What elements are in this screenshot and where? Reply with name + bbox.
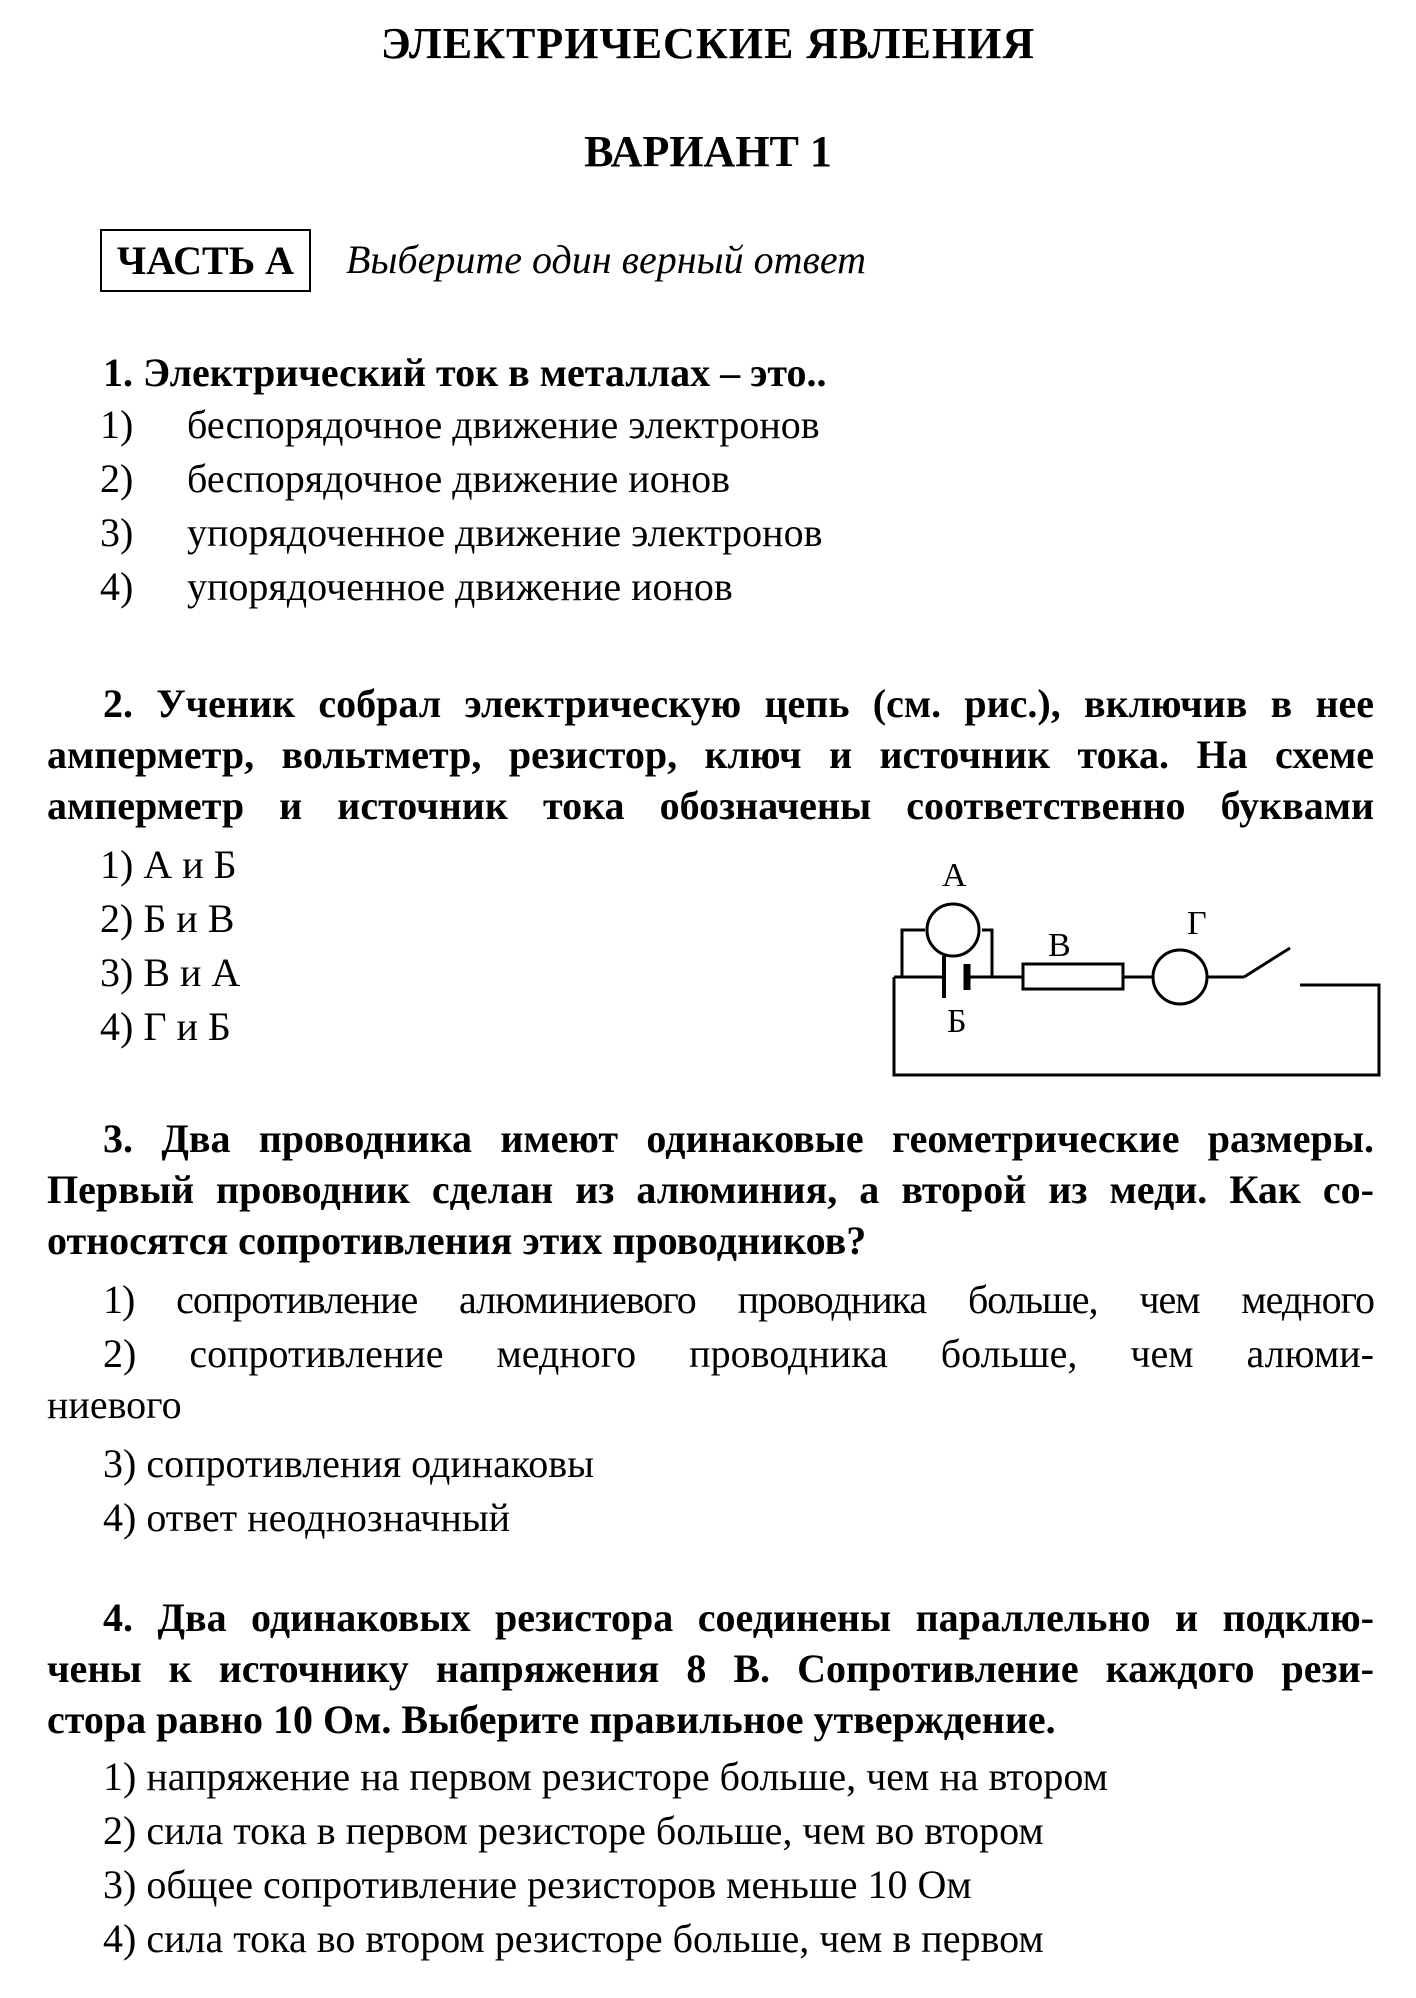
circuit-label-resistor: В <box>1048 927 1071 964</box>
circuit-diagram <box>860 860 1385 1085</box>
question-2-line-2: амперметр, вольтметр, резистор, ключ и источник тока. На схеме <box>47 732 1374 777</box>
q1-option-3 <box>100 506 822 560</box>
option-text: беспорядочное движение ионов <box>187 456 730 501</box>
page-title: ЭЛЕКТРИЧЕСКИЕ ЯВЛЕНИЯ <box>380 19 1036 68</box>
q2-option-3: 3) В и А <box>100 950 241 995</box>
option-number: 2) <box>100 456 134 501</box>
ammeter-symbol <box>927 904 979 956</box>
q3-option-2-line-2: ниевого <box>47 1382 182 1427</box>
variant-heading: ВАРИАНТ 1 <box>584 127 832 176</box>
circuit-label-ammeter: А <box>942 860 967 894</box>
part-label-box: ЧАСТЬ А <box>100 229 311 292</box>
lamp-symbol <box>1153 950 1207 1004</box>
q2-option-4: 4) Г и Б <box>100 1004 231 1049</box>
q1-option-2 <box>100 452 730 506</box>
part-instruction: Выберите один верный ответ <box>346 237 866 282</box>
option-text: беспорядочное движение электронов <box>187 402 820 447</box>
q3-option-1: 1) сопротивление алюминиевого проводника больше, чем медного <box>103 1277 1374 1322</box>
circuit-label-lamp: Г <box>1187 905 1207 942</box>
question-4-line-2: чены к источнику напряжения 8 В. Сопротивление каждого рези- <box>47 1646 1374 1691</box>
question-3-line-1: 3. Два проводника имеют одинаковые геометрические размеры. <box>103 1116 1374 1161</box>
q1-option-4 <box>100 560 733 614</box>
q4-option-3: 3) общее сопротивление резисторов меньше 10 Ом <box>103 1862 972 1907</box>
question-4-line-1: 4. Два одинаковых резистора соединены параллельно и подклю- <box>103 1595 1374 1640</box>
option-text: упорядоченное движение ионов <box>187 564 733 609</box>
question-3-line-2: Первый проводник сделан из алюминия, а второй из меди. Как со- <box>47 1167 1374 1212</box>
q3-option-4: 4) ответ неоднозначный <box>103 1495 511 1540</box>
q3-option-3: 3) сопротивления одинаковы <box>103 1441 595 1486</box>
option-number: 3) <box>100 510 134 555</box>
question-2-line-1: 2. Ученик собрал электрическую цепь (см. рис.), включив в нее <box>103 681 1374 726</box>
question-4-line-3: стора равно 10 Ом. Выберите правильное утверждение. <box>47 1697 1056 1742</box>
q3-option-2-line-1: 2) сопротивление медного проводника больше, чем алюми- <box>103 1331 1374 1376</box>
q2-option-1: 1) А и Б <box>100 842 237 887</box>
resistor-symbol <box>1023 964 1123 989</box>
option-number: 1) <box>100 402 134 447</box>
question-3-line-3: относятся сопротивления этих проводников? <box>47 1218 867 1263</box>
q1-option-1 <box>100 398 820 452</box>
option-text: упорядоченное движение электронов <box>187 510 823 555</box>
q4-option-1: 1) напряжение на первом резисторе больше, чем на втором <box>103 1754 1108 1799</box>
q4-option-4: 4) сила тока во втором резисторе больше, чем в первом <box>103 1916 1044 1961</box>
q2-option-2: 2) Б и В <box>100 896 235 941</box>
question-1-text: 1. Электрический ток в металлах – это.. <box>103 350 827 395</box>
question-2-line-3: амперметр и источник тока обозначены соответственно буквами <box>47 783 1374 828</box>
option-number: 4) <box>100 564 134 609</box>
switch-symbol <box>1244 948 1290 977</box>
circuit-wire-outer <box>894 977 1379 1075</box>
q4-option-2: 2) сила тока в первом резисторе больше, чем во втором <box>103 1808 1044 1853</box>
circuit-label-battery: Б <box>947 1003 967 1040</box>
